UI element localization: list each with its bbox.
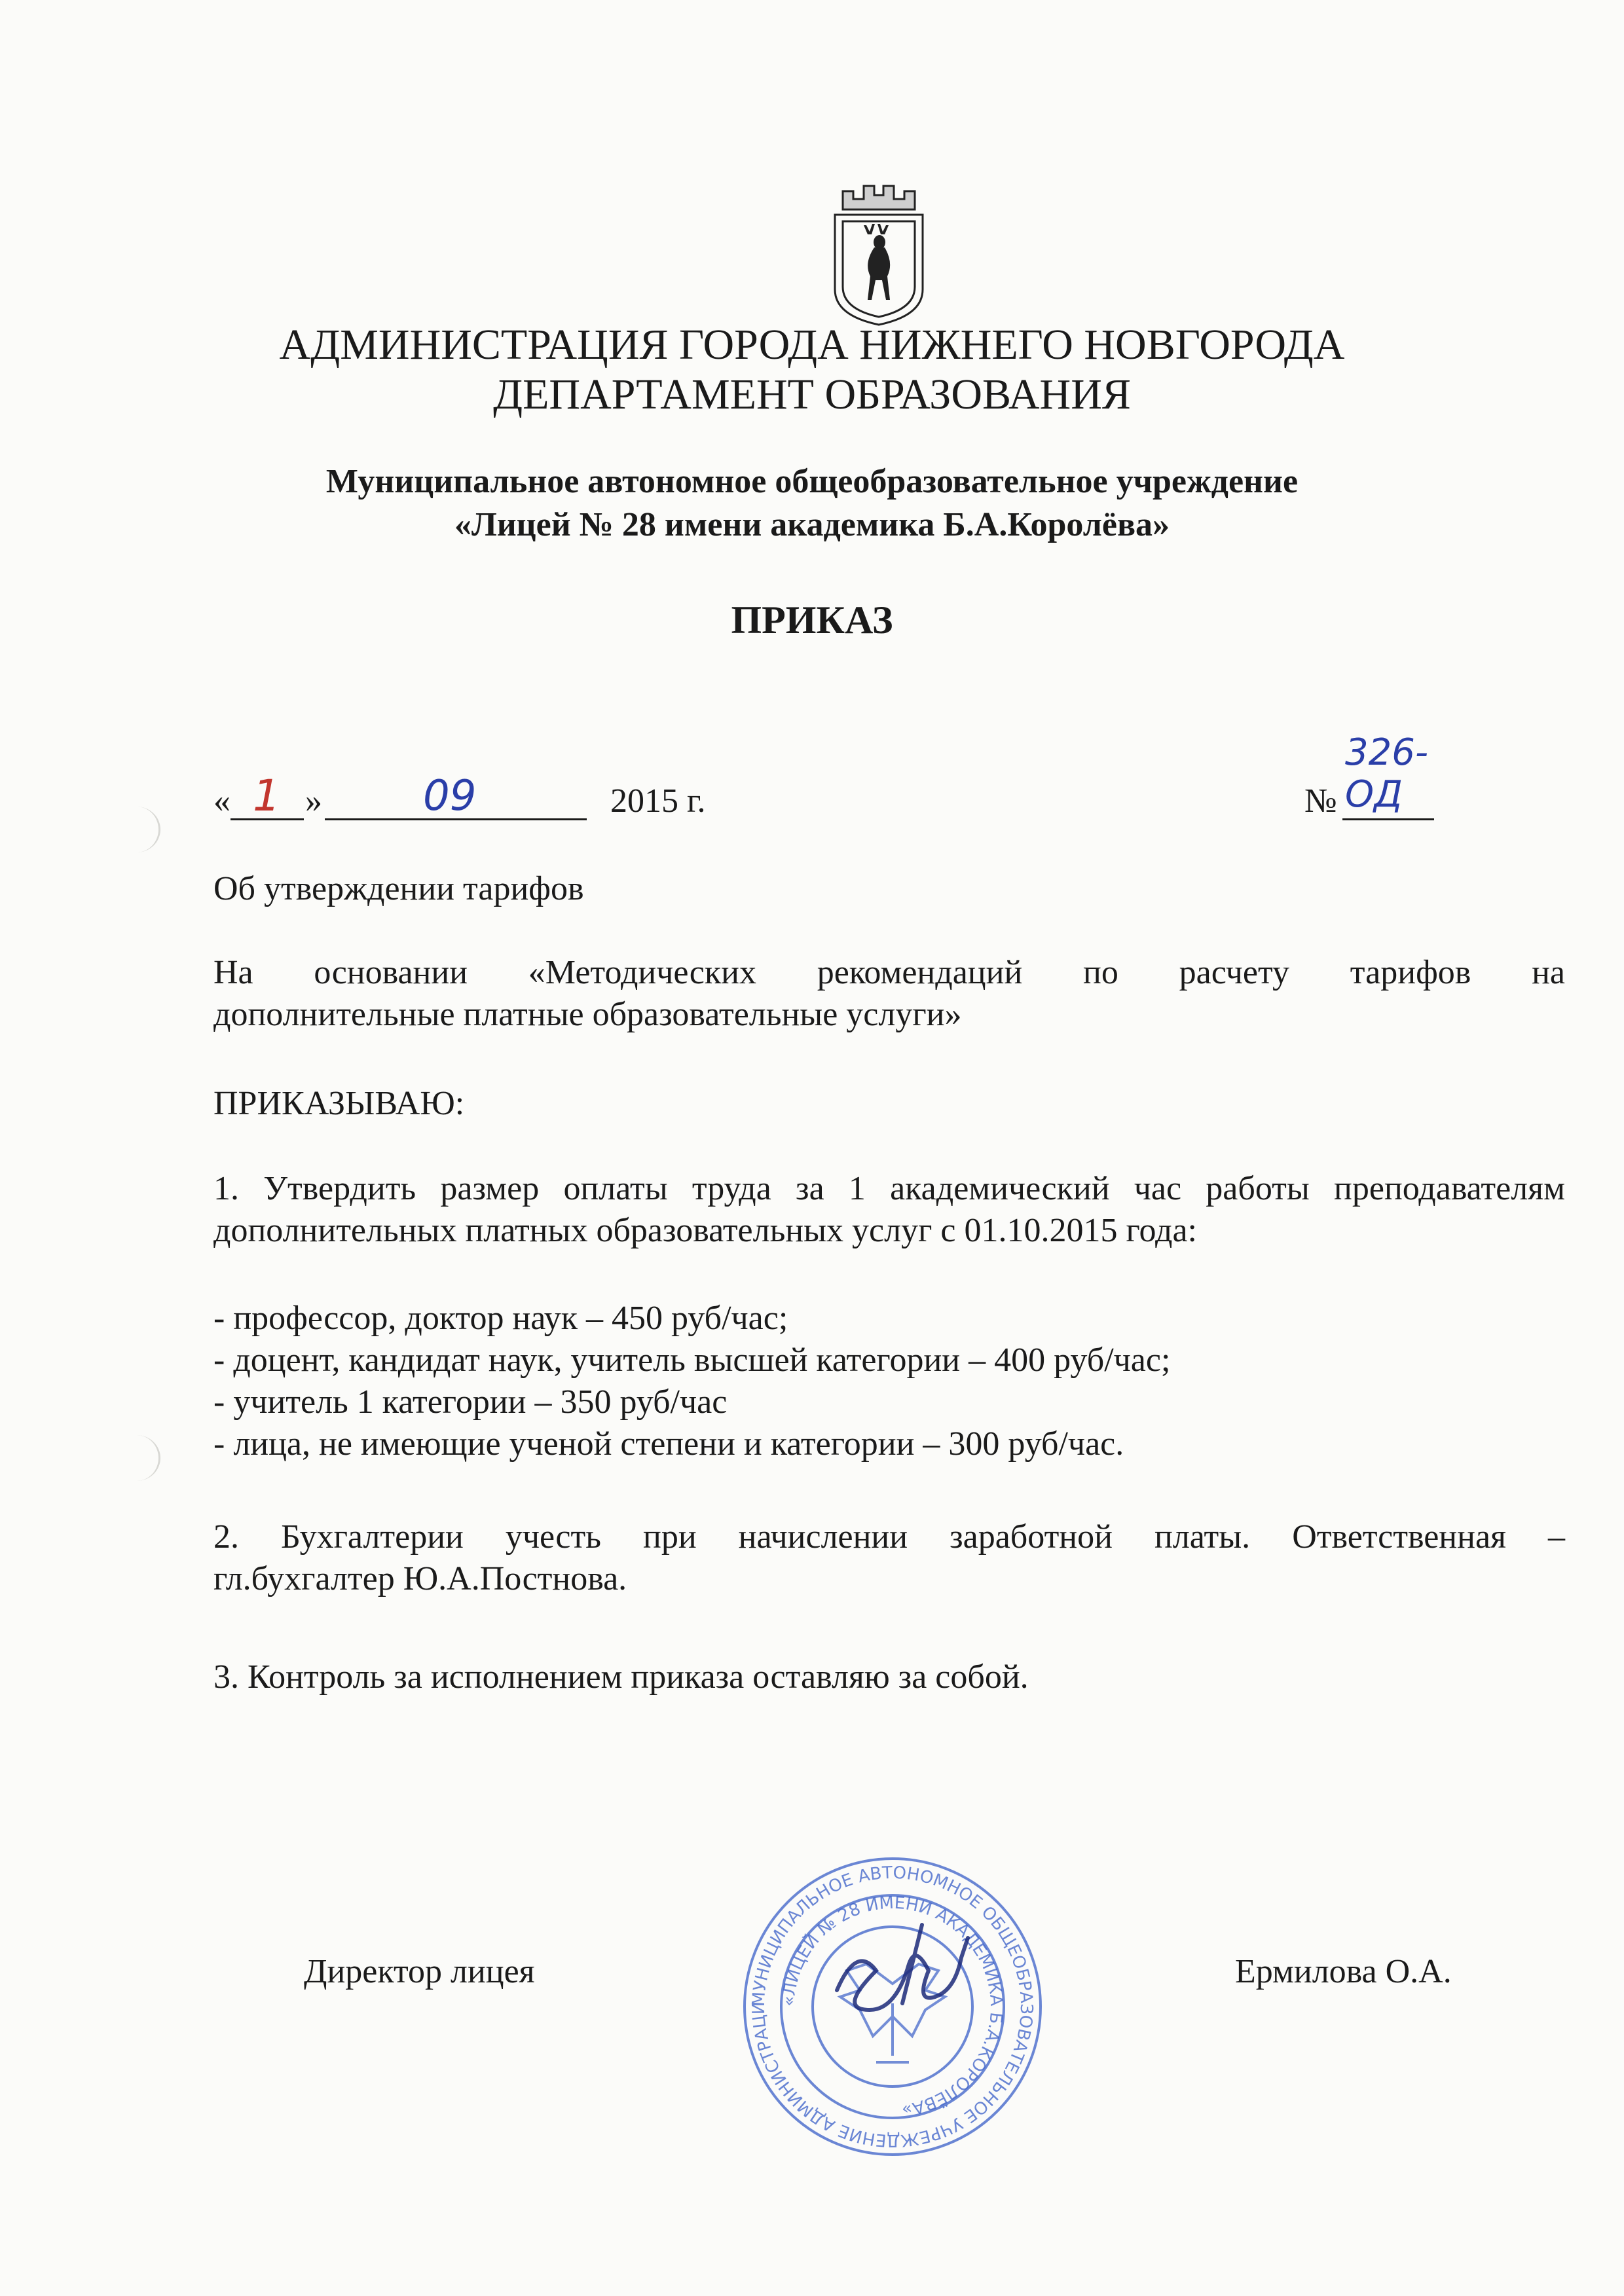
order-number-handwritten: 326-ОД [1345, 731, 1429, 816]
punch-hole-mark [113, 1435, 160, 1481]
date-quote-close: » [305, 782, 322, 820]
seal-outer-text: МУНИЦИПАЛЬНОЕ АВТОНОМНОЕ ОБЩЕОБРАЗОВАТЕЛЬНОЕ УЧРЕЖДЕНИЕ АДМИНИСТРАЦИ [748, 1863, 1037, 2151]
order-date-number-row [213, 731, 1429, 829]
order-word: ПРИКАЗЫВАЮ: [213, 1085, 465, 1122]
seal-inner-text: «ЛИЦЕЙ № 28 ИМЕНИ АКАДЕМИКА Б.А.КОРОЛЁВА» [779, 1893, 1006, 2120]
rates-list [213, 1298, 1170, 1465]
day-handwritten: 1 [253, 771, 280, 821]
basis-line-1: На основании «Методических рекомендаций по расчету тарифов на [213, 954, 1565, 991]
official-seal [739, 1853, 1046, 2160]
signatory-position: Директор лицея [304, 1953, 535, 1990]
coat-of-arms-icon [817, 172, 941, 327]
item-1-paragraph [213, 1168, 1565, 1252]
administration-heading: АДМИНИСТРАЦИЯ ГОРОДА НИЖНЕГО НОВГОРОДА [279, 321, 1345, 369]
item-2-line-1: 2. Бухгалтерии учесть при начислении заработной платы. Ответственная – [213, 1518, 1565, 1556]
order-number-label: № [1304, 782, 1337, 820]
document-title: ПРИКАЗ [731, 598, 893, 642]
basis-paragraph [213, 952, 1565, 1036]
item-3-paragraph: 3. Контроль за исполнением приказа оставляю за собой. [213, 1658, 1029, 1696]
punch-hole-mark [113, 807, 160, 852]
rate-item: - учитель 1 категории – 350 руб/час [213, 1383, 728, 1421]
item-2-line-2: гл.бухгалтер Ю.А.Постнова. [213, 1560, 627, 1597]
order-year: 2015 г. [610, 782, 706, 820]
item-2-paragraph [213, 1516, 1565, 1600]
seal-eagle-icon [840, 1964, 945, 2062]
signatory-name: Ермилова О.А. [1235, 1953, 1452, 1990]
rate-item: - доцент, кандидат наук, учитель высшей категории – 400 руб/час; [213, 1341, 1171, 1379]
month-handwritten: 09 [423, 772, 477, 820]
organization-name-line1: Муниципальное автономное общеобразовательное учреждение [325, 463, 1299, 500]
organization-name-line2: «Лицей № 28 имени академика Б.А.Королёва» [454, 506, 1170, 543]
item-1-line-1: 1. Утвердить размер оплаты труда за 1 академический час работы преподавателям [213, 1170, 1565, 1207]
item-1-line-2: дополнительных платных образовательных услуг с 01.10.2015 года: [213, 1212, 1198, 1249]
department-heading: ДЕПАРТАМЕНТ ОБРАЗОВАНИЯ [493, 371, 1131, 418]
order-subject: Об утверждении тарифов [213, 870, 584, 907]
rate-item: - лица, не имеющие ученой степени и категории – 300 руб/час. [213, 1425, 1124, 1463]
rate-item: - профессор, доктор наук – 450 руб/час; [213, 1300, 788, 1337]
date-quote-open: « [213, 782, 231, 820]
basis-line-2: дополнительные платные образовательные услуги» [213, 996, 962, 1033]
